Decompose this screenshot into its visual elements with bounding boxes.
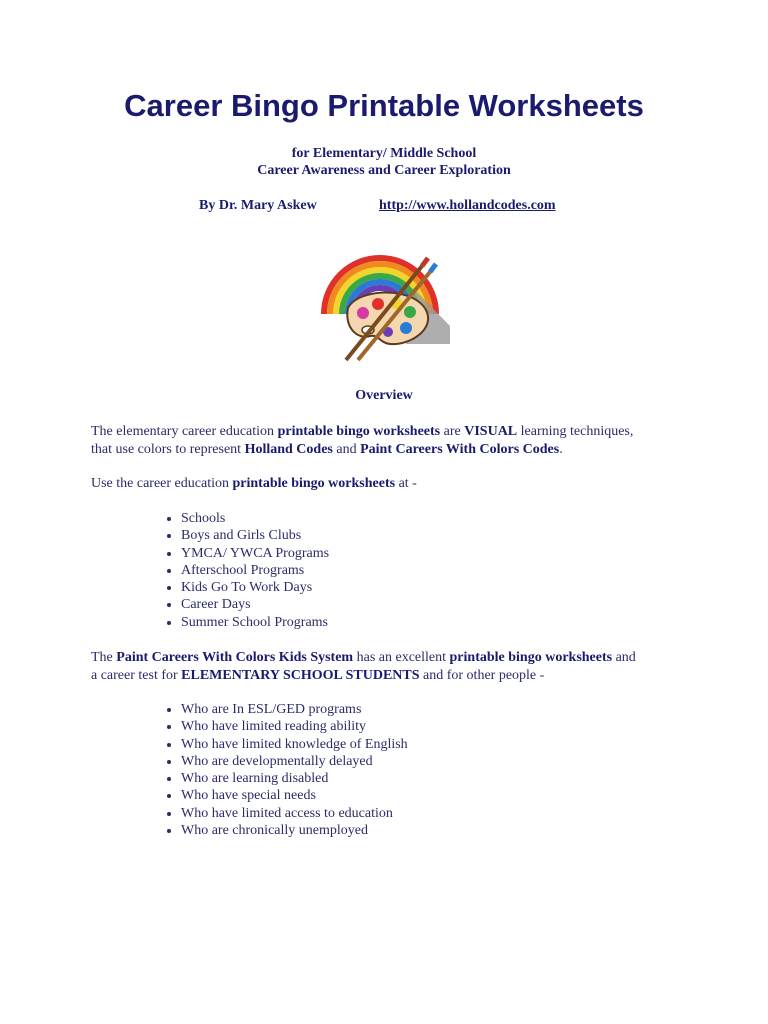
system-paragraph [91,649,691,684]
bold-span: printable bingo worksheets [277,424,441,439]
text-span: The [91,650,117,665]
list-item: • Kids Go To Work Days [181,579,329,596]
list-item: • Who have special needs [181,787,408,804]
list-item: • Who are developmentally delayed [181,753,408,770]
website-link-wrapper [379,198,556,214]
text-span: and for other people - [419,667,545,683]
list-item: • Who are learning disabled [181,770,408,787]
text-span: . [559,441,563,457]
website-link[interactable]: http://www.hollandcodes.com [379,198,556,213]
bold-span: Paint Careers With Colors Codes [360,441,560,457]
bold-span: printable bingo worksheets [232,476,396,491]
audience-list [140,701,408,839]
text-span: The elementary career education [91,424,278,439]
list-item: • Boys and Girls Clubs [181,527,329,544]
bold-span: ELEMENTARY SCHOOL STUDENTS [181,667,420,683]
text-span: has an excellent [353,650,450,665]
list-item: • Who are In ESL/GED programs [181,701,408,718]
text-span: learning techniques, [517,424,634,439]
bold-span: Holland Codes [244,441,333,457]
usage-paragraph [91,475,691,493]
list-item: • Who have limited access to education [181,805,408,822]
subtitle-line-1: for Elementary/ Middle School [291,146,477,161]
list-item: • YMCA/ YWCA Programs [181,545,329,562]
list-item: • Summer School Programs [181,614,329,631]
list-item: • Schools [181,510,329,527]
list-item: • Who have limited reading ability [181,718,408,735]
subtitle-line-2: Career Awareness and Career Exploration [257,163,511,178]
text-span: Use the career education [91,476,233,491]
list-item: • Afterschool Programs [181,562,329,579]
list-item: • Who have limited knowledge of English [181,736,408,753]
overview-heading: Overview [355,388,413,403]
bold-span: printable bingo worksheets [449,650,613,665]
text-span: and [332,441,361,457]
text-span: a career test for [91,667,182,683]
text-span: and [612,650,636,665]
text-span: at - [395,476,417,491]
intro-paragraph [91,423,691,458]
text-span: are [440,424,465,439]
list-item: • Career Days [181,596,329,613]
text-span: that use colors to represent [91,441,245,457]
author-name: By Dr. Mary Askew [199,198,317,213]
rainbow-palette-clipart [318,248,452,372]
venues-list [140,510,329,631]
bold-span: Paint Careers With Colors Kids System [116,650,354,665]
bold-span: VISUAL [464,424,518,439]
list-item: • Who are chronically unemployed [181,822,408,839]
page-title: Career Bingo Printable Worksheets [124,88,644,123]
